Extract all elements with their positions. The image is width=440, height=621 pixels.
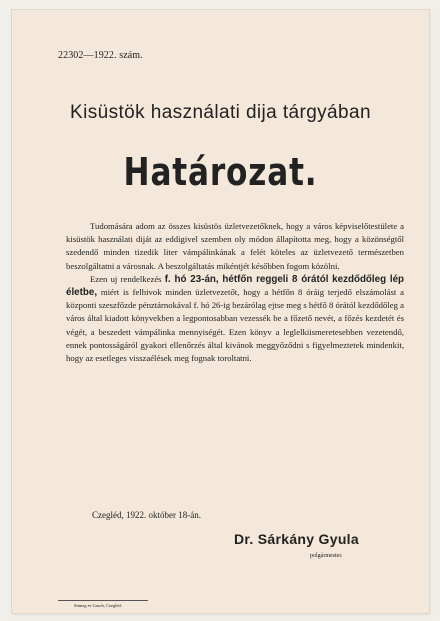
body-paragraph-1: Tudomására adom az összes kisüstös üzletvezetőknek, hogy a város képviselőtestülete a kisüstök használati diját az eddigivel szemben oly módon állapította meg, hogy a közönségtől szedendő minden tizedik liter vámpálinkának a felét köteles az üzletvezető természetben beszolgáltatni a városnak. A beszolgáltatás mikéntjét későbben fogom közölni. (66, 221, 404, 271)
paragraph-2-start: Ezen uj rendelkezés (90, 273, 165, 284)
document-subject: Kisüstök használati dija tárgyában (70, 102, 371, 123)
poster-sheet (12, 10, 429, 613)
body-paragraph-2 (66, 273, 404, 365)
document-body (66, 220, 404, 365)
date-line: Czegléd, 1922. október 18-án. (92, 510, 201, 520)
paragraph-2-rest: miért is felhivok minden üzletvezetőt, hogy a hétfőn 8 óráig terjedő elszámolást a központi szeszfőzde pénztárnokával f. hó 26-ig bezárólag ejtse meg s hétfő 8 órától kezdődőleg a város által kiadott könyvekben a legpontosabban vezessék be a főzető nevét, a főzés kezdetét és végét, a beszedett vámpálinka mennyiségét. Ezen könyv a leglelkiismeretesebben vezetendő, ennek pontosságáról gyakori ellenőrzés által kivánok meggyőződni s figyelmeztetek mindenkit, hogy az esetleges visszaélések meg fognak toroltatni. (66, 287, 404, 364)
printer-divider (58, 600, 148, 601)
printer-imprint: Sümeg és Gasch, Czegléd. (74, 603, 122, 608)
effective-date-emphasis: f. hó 23-án, hétfőn reggeli 8 órától kezdődőleg lép életbe, (66, 273, 405, 299)
document-number: 22302—1922. szám. (58, 50, 143, 61)
document-heading: Határozat. (123, 150, 318, 194)
signatory-title: polgármester. (310, 553, 343, 559)
signatory-name: Dr. Sárkány Gyula (234, 531, 359, 547)
